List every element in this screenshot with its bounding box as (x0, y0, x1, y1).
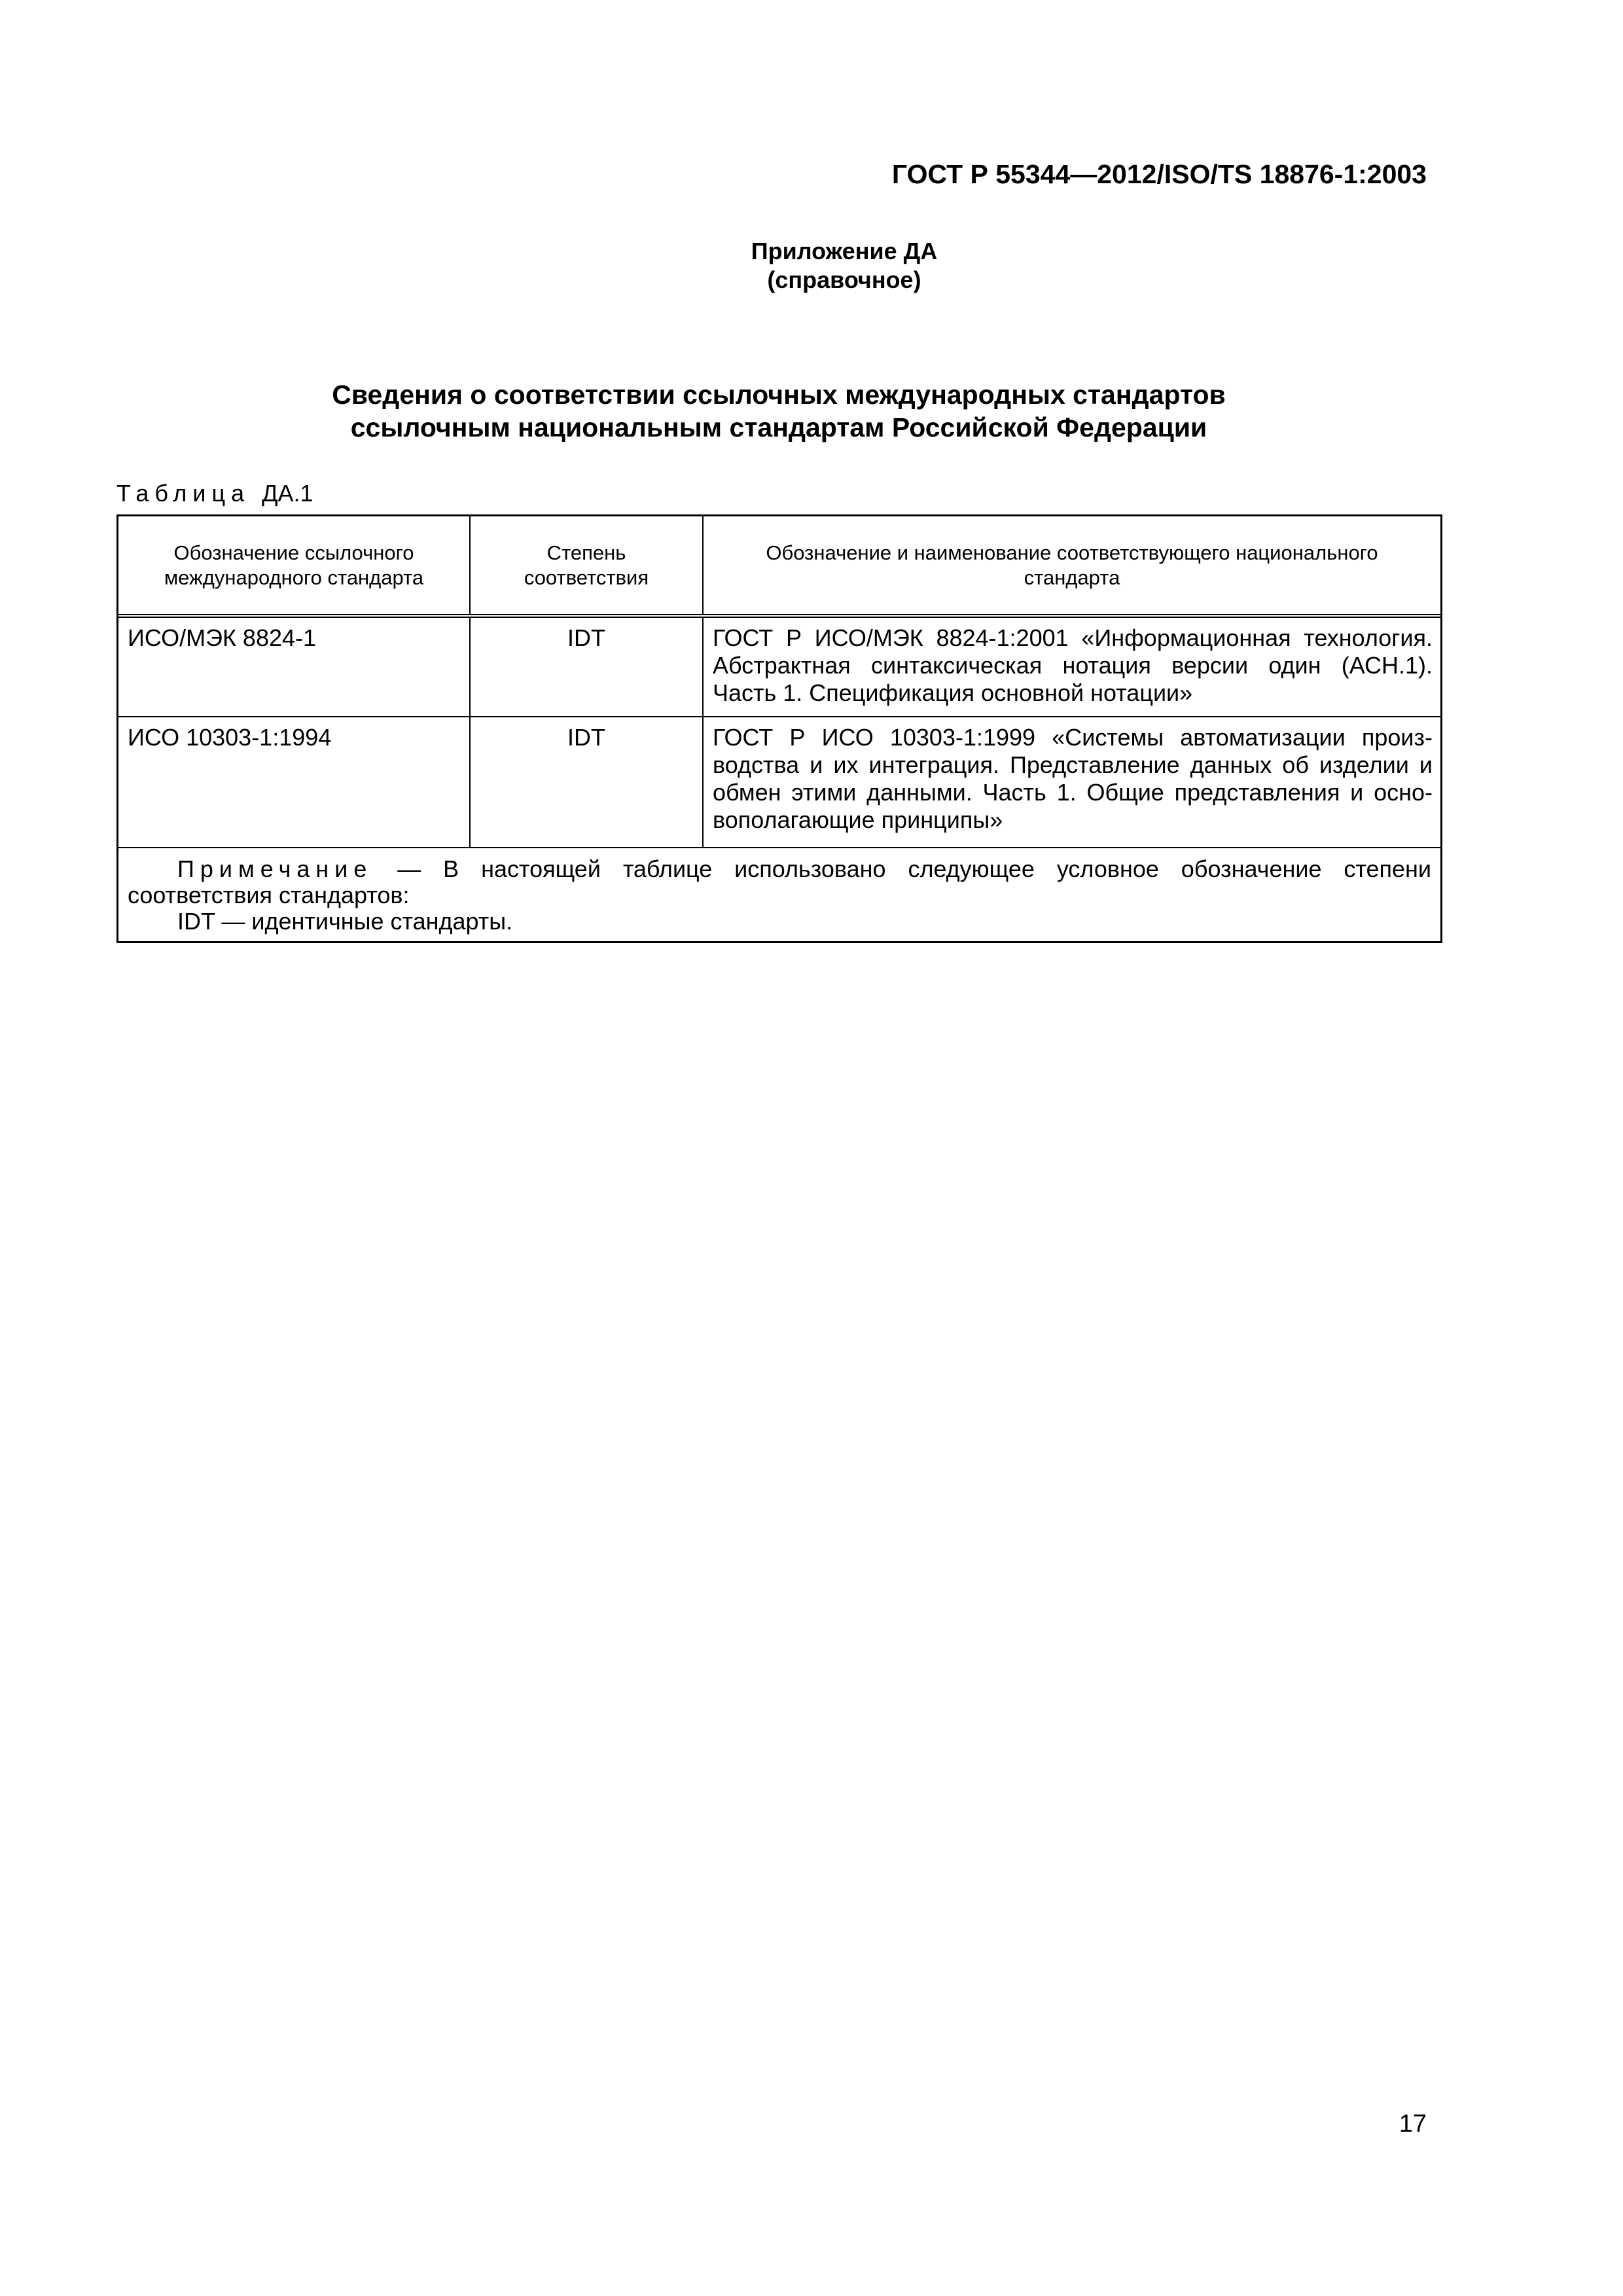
title-line-2: ссылочным национальным стандартам Российской Федерации (350, 412, 1207, 442)
cell-international: ИСО 10303-1:1994 (118, 717, 471, 847)
table-caption-label: Таблица (116, 480, 251, 507)
note-text: — В настоящей таблице использовано следующее условное обозначение степени соответствия стандартов: (128, 855, 1431, 908)
standard-designation: ГОСТ Р 55344—2012/ISO/TS 18876-1:2003 (891, 159, 1427, 189)
cell-international: ИСО/МЭК 8824-1 (118, 618, 471, 716)
cell-national: ГОСТ Р ИСО 10303-1:1999 «Системы автоматизации производства и их интеграция. Представление данных об изделии и обмен этими данными. Часть 1. Общие представления и основополагающие принципы» (713, 724, 1433, 833)
cell-national: ГОСТ Р ИСО/МЭК 8824-1:2001 «Информационная технология. Абстрактная синтаксическая нотация версии один (АСН.1). Часть 1. Спецификация основной нотации» (713, 624, 1433, 706)
annex-status: (справочное) (767, 266, 921, 293)
table-caption (116, 479, 313, 508)
page-number: 17 (1399, 2110, 1427, 2138)
column-header-degree: Степень соответствия (471, 516, 704, 614)
note-label: Примечание (177, 855, 373, 882)
note-legend: IDT — идентичные стандарты. (177, 908, 513, 935)
table-caption-number: ДА.1 (262, 480, 313, 507)
correspondence-table (116, 514, 1442, 943)
table-note (118, 848, 1440, 941)
note-paragraph (128, 856, 1431, 908)
title-line-1: Сведения о соответствии ссылочных международных стандартов (332, 380, 1226, 410)
cell-degree: IDT (471, 717, 704, 847)
table-row (118, 717, 1440, 848)
table-row (118, 618, 1440, 717)
table-header-row (118, 516, 1440, 618)
annex-heading (576, 237, 1113, 295)
annex-title: Приложение ДА (751, 238, 938, 264)
column-header-national: Обозначение и наименование соответствующего национального стандарта (766, 541, 1378, 589)
cell-degree: IDT (471, 618, 704, 716)
note-legend-line (128, 908, 1431, 935)
column-header-international: Обозначение ссылочного международного стандарта (118, 516, 471, 614)
annex-main-title (196, 378, 1361, 444)
